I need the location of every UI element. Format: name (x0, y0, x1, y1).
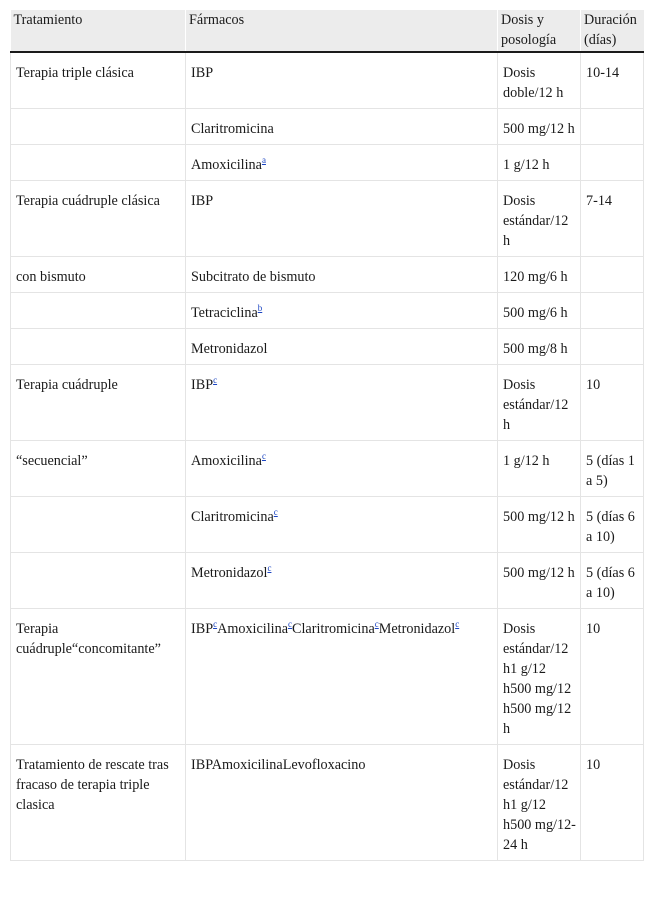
cell-dosis: 500 mg/6 h (498, 293, 581, 329)
treatment-table (10, 10, 644, 861)
cell-farmaco (186, 441, 498, 497)
drug-name: Claritromicina (191, 121, 274, 137)
table-row (11, 52, 644, 109)
header-duracion: Duración (días) (581, 10, 644, 52)
table-row (11, 553, 644, 609)
cell-farmaco (186, 365, 498, 441)
footnote-link-a[interactable]: a (261, 155, 266, 165)
cell-farmaco (186, 145, 498, 181)
drug-name: Subcitrato de bismuto (191, 269, 316, 285)
table-header-row (11, 10, 644, 52)
cell-farmaco (186, 257, 498, 293)
cell-farmaco (186, 497, 498, 553)
cell-farmaco (186, 52, 498, 109)
footnote-link-c[interactable]: c (261, 451, 266, 461)
footnote-link-b[interactable]: b (257, 303, 263, 313)
table-row (11, 329, 644, 365)
drug-name: Amoxicilina (217, 621, 289, 637)
cell-dosis: 1 g/12 h (498, 441, 581, 497)
header-tratamiento: Tratamiento (11, 10, 186, 52)
table-row (11, 365, 644, 441)
cell-dosis: 500 mg/8 h (498, 329, 581, 365)
cell-dosis: 120 mg/6 h (498, 257, 581, 293)
cell-dosis: Dosis estándar/12 h (498, 181, 581, 257)
cell-dosis: 500 mg/12 h (498, 553, 581, 609)
cell-duracion: 10 (581, 609, 644, 745)
cell-dosis: 500 mg/12 h (498, 109, 581, 145)
cell-dosis: Dosis doble/12 h (498, 52, 581, 109)
cell-duracion (581, 293, 644, 329)
cell-farmaco (186, 329, 498, 365)
table-row (11, 109, 644, 145)
header-dosis: Dosis y posología (498, 10, 581, 52)
table-row (11, 145, 644, 181)
drug-name: Metronidazol (378, 621, 456, 637)
drug-name: Metronidazol (191, 565, 268, 581)
cell-farmaco (186, 109, 498, 145)
cell-duracion: 5 (días 1 a 5) (581, 441, 644, 497)
footnote-link-c[interactable]: c (455, 619, 460, 629)
drug-name: IBP (191, 377, 214, 393)
cell-dosis: Dosis estándar/12 h1 g/12 h500 mg/12 h500 mg/12 h (498, 609, 581, 745)
table-row (11, 181, 644, 257)
cell-farmaco (186, 609, 498, 745)
footnote-link-c[interactable]: c (267, 563, 272, 573)
cell-farmaco: IBPAmoxicilinaLevofloxacino (186, 745, 498, 861)
cell-duracion (581, 145, 644, 181)
table-row (11, 497, 644, 553)
drug-name: IBP (191, 65, 214, 81)
header-farmacos: Fármacos (186, 10, 498, 52)
cell-duracion (581, 329, 644, 365)
cell-tratamiento: “secuencial” (11, 441, 186, 497)
footnote-link-c[interactable]: c (288, 619, 293, 629)
cell-farmaco (186, 293, 498, 329)
table-row (11, 293, 644, 329)
cell-dosis: 1 g/12 h (498, 145, 581, 181)
cell-duracion: 10-14 (581, 52, 644, 109)
drug-name: Claritromicina (292, 621, 375, 637)
cell-duracion: 10 (581, 745, 644, 861)
drug-name: Claritromicina (191, 509, 274, 525)
cell-tratamiento (11, 293, 186, 329)
drug-name: IBP (191, 621, 214, 637)
cell-tratamiento: con bismuto (11, 257, 186, 293)
drug-name: Tetraciclina (191, 305, 258, 321)
drug-name: IBP (191, 193, 214, 209)
cell-dosis: Dosis estándar/12 h1 g/12 h500 mg/12-24 h (498, 745, 581, 861)
cell-farmaco (186, 181, 498, 257)
footnote-link-c[interactable]: c (374, 619, 379, 629)
cell-duracion: 10 (581, 365, 644, 441)
cell-duracion: 5 (días 6 a 10) (581, 497, 644, 553)
cell-tratamiento (11, 553, 186, 609)
cell-tratamiento: Terapia triple clásica (11, 52, 186, 109)
cell-tratamiento (11, 109, 186, 145)
table-row-concomitante (11, 609, 644, 745)
footnote-link-c[interactable]: c (213, 619, 218, 629)
table-row (11, 441, 644, 497)
treatment-table-wrapper (10, 10, 643, 861)
cell-tratamiento: Terapia cuádruple clásica (11, 181, 186, 257)
cell-tratamiento (11, 497, 186, 553)
drug-name: Amoxicilina (191, 453, 262, 469)
cell-dosis: Dosis estándar/12 h (498, 365, 581, 441)
footnote-link-c[interactable]: c (213, 375, 218, 385)
cell-tratamiento (11, 329, 186, 365)
cell-tratamiento: Terapia cuádruple (11, 365, 186, 441)
drug-name: Metronidazol (191, 341, 268, 357)
cell-duracion: 7-14 (581, 181, 644, 257)
cell-tratamiento: Tratamiento de rescate tras fracaso de terapia triple clasica (11, 745, 186, 861)
cell-duracion: 5 (días 6 a 10) (581, 553, 644, 609)
cell-dosis: 500 mg/12 h (498, 497, 581, 553)
cell-tratamiento (11, 145, 186, 181)
table-row (11, 257, 644, 293)
drug-name: Amoxicilina (191, 157, 262, 173)
footnote-link-c[interactable]: c (273, 507, 278, 517)
cell-tratamiento: Terapia cuádruple“concomitante” (11, 609, 186, 745)
cell-farmaco (186, 553, 498, 609)
cell-duracion (581, 109, 644, 145)
cell-duracion (581, 257, 644, 293)
table-row-rescate (11, 745, 644, 861)
